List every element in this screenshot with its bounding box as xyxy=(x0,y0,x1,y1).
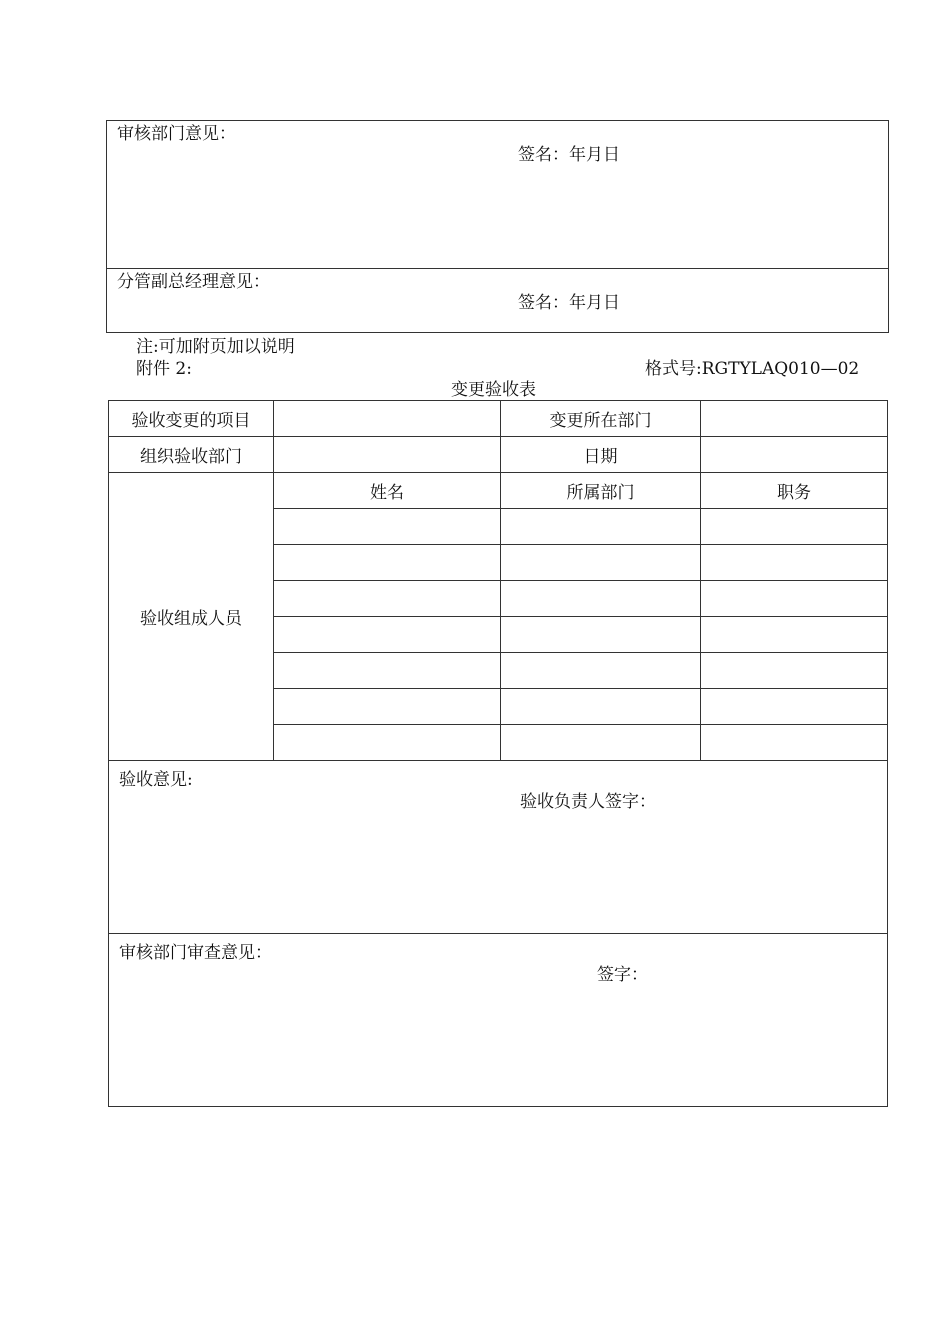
change-dept-label: 变更所在部门 xyxy=(501,401,701,437)
member-dept-cell[interactable] xyxy=(501,509,701,545)
dept-sign-label: 签名：年月日 xyxy=(518,145,620,165)
member-position-cell[interactable] xyxy=(701,617,888,653)
review-table-divider xyxy=(107,268,888,269)
member-name-cell[interactable] xyxy=(274,689,501,725)
project-label: 验收变更的项目 xyxy=(109,401,274,437)
audit-sign-label: 签字： xyxy=(597,965,648,985)
member-position-cell[interactable] xyxy=(701,725,888,761)
member-dept-cell[interactable] xyxy=(501,617,701,653)
audit-review-cell[interactable] xyxy=(109,934,888,1107)
member-position-cell[interactable] xyxy=(701,689,888,725)
member-position-cell[interactable] xyxy=(701,653,888,689)
members-header-name: 姓名 xyxy=(274,473,501,509)
members-label: 验收组成人员 xyxy=(109,473,274,761)
acceptance-sign-label: 验收负责人签字： xyxy=(520,792,656,812)
member-dept-cell[interactable] xyxy=(501,581,701,617)
review-opinion-table xyxy=(106,120,889,333)
attachment-label: 附件 2: xyxy=(136,359,192,379)
table-row xyxy=(109,934,888,1107)
audit-review-label: 审核部门审查意见： xyxy=(119,943,272,963)
member-dept-cell[interactable] xyxy=(501,689,701,725)
format-number: 格式号:RGTYLAQ010—02 xyxy=(645,359,860,379)
member-name-cell[interactable] xyxy=(274,545,501,581)
org-dept-value-field[interactable] xyxy=(274,437,501,473)
members-header-position: 职务 xyxy=(701,473,888,509)
member-name-cell[interactable] xyxy=(274,617,501,653)
vp-sign-label: 签名：年月日 xyxy=(518,293,620,313)
vp-opinion-label: 分管副总经理意见： xyxy=(117,272,270,292)
dept-opinion-label: 审核部门意见： xyxy=(117,124,236,144)
date-label: 日期 xyxy=(501,437,701,473)
members-header-dept: 所属部门 xyxy=(501,473,701,509)
project-value-field[interactable] xyxy=(274,401,501,437)
member-name-cell[interactable] xyxy=(274,509,501,545)
table-row xyxy=(109,401,888,437)
org-dept-label: 组织验收部门 xyxy=(109,437,274,473)
acceptance-opinion-cell[interactable] xyxy=(109,761,888,934)
table-row xyxy=(109,761,888,934)
member-position-cell[interactable] xyxy=(701,581,888,617)
note-text: 注:可加附页加以说明 xyxy=(136,337,295,357)
member-dept-cell[interactable] xyxy=(501,653,701,689)
member-name-cell[interactable] xyxy=(274,653,501,689)
acceptance-opinion-label: 验收意见: xyxy=(119,770,193,790)
change-dept-value-field[interactable] xyxy=(701,401,888,437)
change-acceptance-table xyxy=(108,400,888,1107)
table-row xyxy=(109,437,888,473)
member-position-cell[interactable] xyxy=(701,545,888,581)
member-position-cell[interactable] xyxy=(701,509,888,545)
date-value-field[interactable] xyxy=(701,437,888,473)
form-title: 变更验收表 xyxy=(451,380,536,400)
member-dept-cell[interactable] xyxy=(501,545,701,581)
member-dept-cell[interactable] xyxy=(501,725,701,761)
member-name-cell[interactable] xyxy=(274,725,501,761)
table-row xyxy=(109,473,888,509)
member-name-cell[interactable] xyxy=(274,581,501,617)
